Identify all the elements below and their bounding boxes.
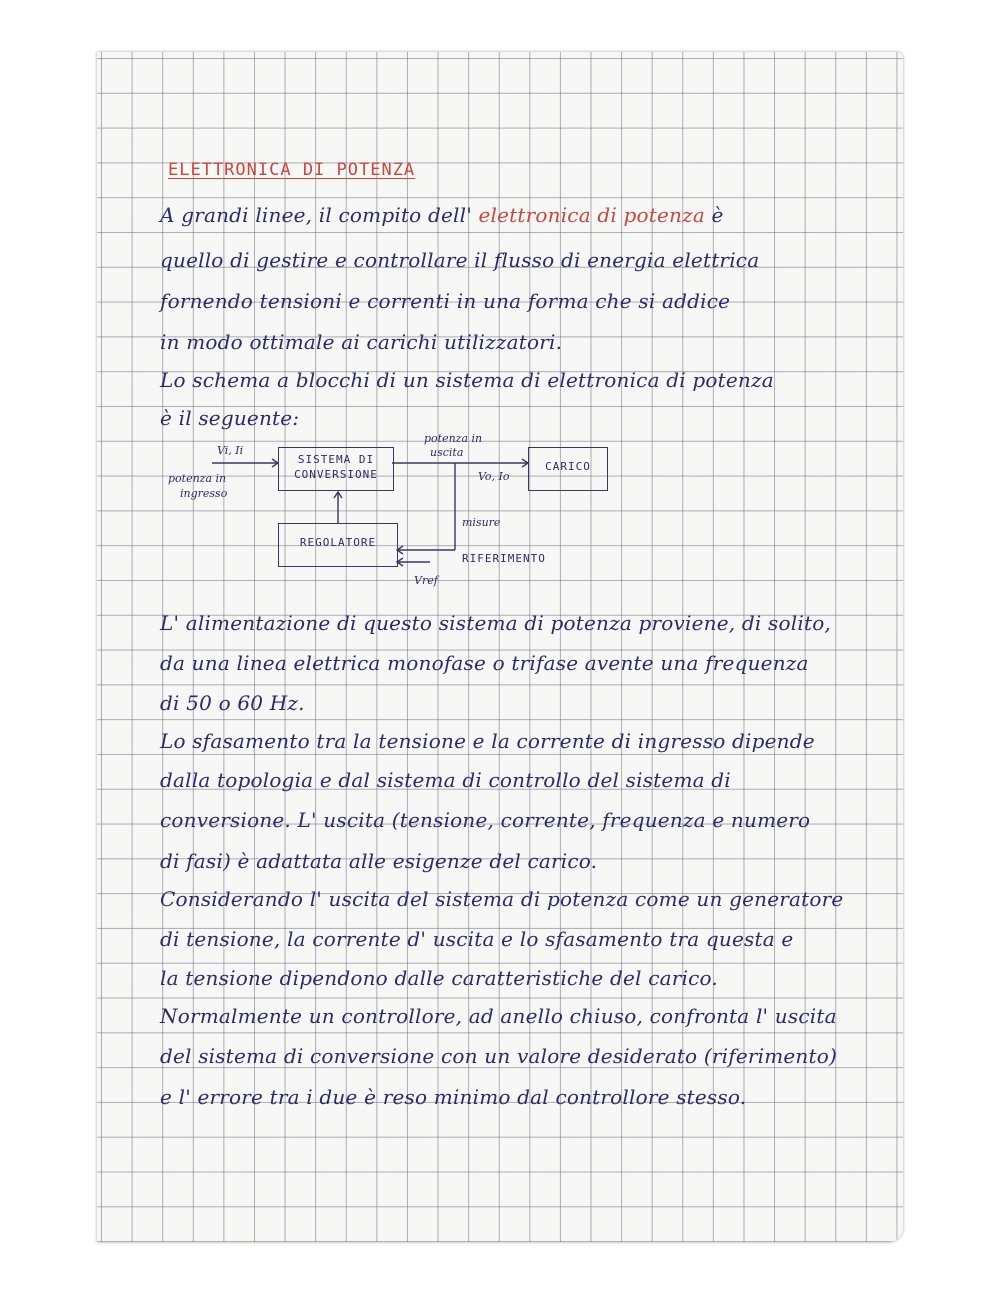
- text-line: quello di gestire e controllare il flusso di energia elettrica: [160, 248, 760, 272]
- text-line: di fasi) è adattata alle esigenze del carico.: [160, 849, 598, 873]
- input-power-label: potenza in: [168, 472, 227, 485]
- output-power-label: uscita: [430, 446, 464, 459]
- text-line: è il seguente:: [160, 406, 300, 430]
- text-line: dalla topologia e dal sistema di controllo del sistema di: [160, 768, 731, 792]
- text-line: di 50 o 60 Hz.: [160, 691, 305, 715]
- text-line: e l' errore tra i due è reso minimo dal controllore stesso.: [160, 1085, 747, 1109]
- input-voltage-current-label: Vi, Ii: [217, 444, 244, 457]
- output-power-label: potenza in: [424, 432, 483, 445]
- text-line: Lo schema a blocchi di un sistema di elettronica di potenza: [160, 368, 774, 392]
- block-label: CONVERSIONE: [294, 468, 378, 481]
- reference-label: RIFERIMENTO: [462, 552, 546, 565]
- text-line: di tensione, la corrente d' uscita e lo sfasamento tra questa e: [160, 927, 794, 951]
- conversion-system-block: [278, 447, 394, 491]
- load-block: CARICO: [528, 447, 608, 491]
- text-line: Considerando l' uscita del sistema di potenza come un generatore: [160, 887, 844, 911]
- text-line: conversione. L' uscita (tensione, corrente, frequenza e numero: [160, 808, 811, 832]
- page-title: ELETTRONICA DI POTENZA: [168, 160, 416, 180]
- regulator-block: REGOLATORE: [278, 523, 398, 567]
- text-line: da una linea elettrica monofase o trifase avente una frequenza: [160, 651, 809, 675]
- text-segment: è: [705, 203, 724, 227]
- text-line: Lo sfasamento tra la tensione e la corrente di ingresso dipende: [160, 729, 815, 753]
- text-line: del sistema di conversione con un valore desiderato (riferimento): [160, 1044, 837, 1068]
- text-line: la tensione dipendono dalle caratteristiche del carico.: [160, 966, 718, 990]
- text-line: in modo ottimale ai carichi utilizzatori.: [160, 330, 563, 354]
- vref-label: Vref: [414, 574, 438, 587]
- text-line: fornendo tensioni e correnti in una forma che si addice: [160, 289, 731, 313]
- text-segment: A grandi linee, il compito dell': [160, 203, 479, 227]
- highlighted-term: elettronica di potenza: [478, 203, 705, 227]
- block-label: SISTEMA DI: [297, 453, 375, 466]
- output-voltage-current-label: Vo, Io: [478, 470, 510, 483]
- measure-label: misure: [462, 516, 501, 529]
- text-line: L' alimentazione di questo sistema di potenza proviene, di solito,: [160, 611, 831, 635]
- input-power-label: ingresso: [180, 487, 228, 500]
- text-line: Normalmente un controllore, ad anello chiuso, confronta l' uscita: [160, 1004, 837, 1028]
